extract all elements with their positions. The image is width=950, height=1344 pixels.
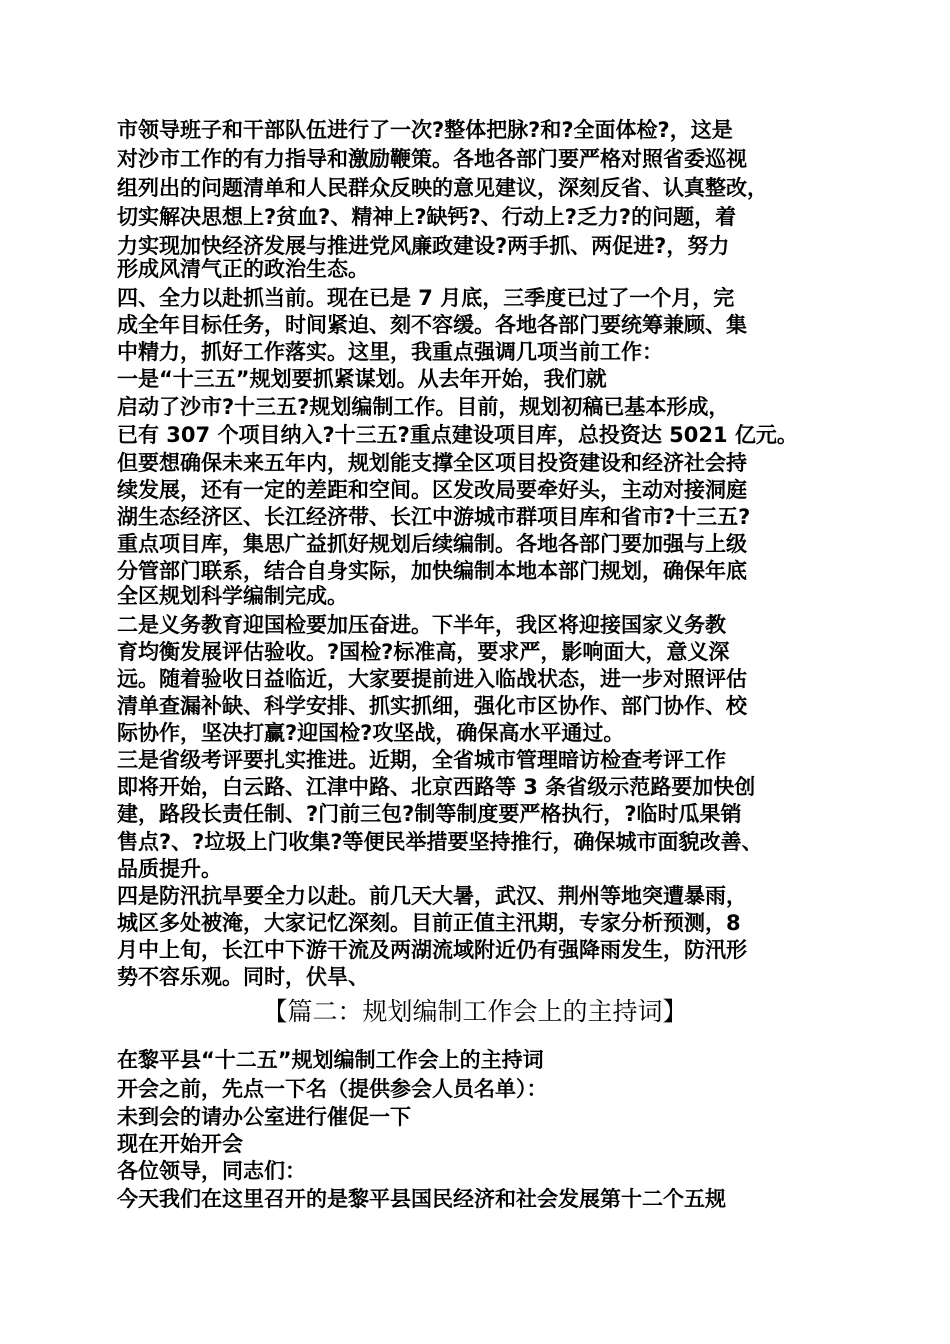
body-line: 二是义务教育迎国检要加压奋进。下半年，我区将迎接国家义务教 — [117, 613, 726, 637]
body-line: 重点项目库，集思广益抓好规划后续编制。各地各部门要加强与上级 — [117, 532, 747, 556]
body-line: 品质提升。 — [117, 857, 222, 881]
body-line: 未到会的请办公室进行催促一下 — [117, 1105, 411, 1129]
body-line: 力实现加快经济发展与推进党风廉政建设?两手抓、两促进?，努力 — [117, 234, 730, 258]
body-line: 四是防汛抗旱要全力以赴。前几天大暑，武汉、荆州等地突遭暴雨， — [117, 884, 747, 908]
body-line: 四、全力以赴抓当前。现在已是 7 月底，三季度已过了一个月，完 — [117, 286, 735, 310]
body-line: 各位领导，同志们： — [117, 1159, 306, 1183]
body-line: 已有 307 个项目纳入?十三五?重点建设项目库，总投资达 5021 亿元。 — [117, 423, 798, 447]
body-line: 即将开始，白云路、江津中路、北京西路等 3 条省级示范路要加快创 — [117, 775, 756, 799]
body-line: 湖生态经济区、长江经济带、长江中游城市群项目库和省市?十三五? — [117, 505, 751, 529]
body-line: 清单查漏补缺、科学安排、抓实抓细，强化市区协作、部门协作、校 — [117, 694, 747, 718]
body-line: 售点?、?垃圾上门收集?等便民举措要坚持推行，确保城市面貌改善、 — [117, 830, 763, 854]
body-line: 现在开始开会 — [117, 1132, 243, 1156]
section-heading: 【篇二：规划编制工作会上的主持词】 — [262, 997, 688, 1026]
body-line: 开会之前，先点一下名（提供参会人员名单）： — [117, 1077, 548, 1101]
body-line: 组列出的问题清单和人民群众反映的意见建议，深刻反省、认真整改， — [117, 176, 768, 200]
body-line: 但要想确保未来五年内，规划能支撑全区项目投资建设和经济社会持 — [117, 451, 747, 475]
body-line: 际协作，坚决打赢?迎国检?攻坚战，确保高水平通过。 — [117, 721, 625, 745]
body-line: 月中上旬，长江中下游干流及两湖流域附近仍有强降雨发生，防汛形 — [117, 938, 747, 962]
body-line: 城区多处被淹，大家记忆深刻。目前正值主汛期，专家分析预测，8 — [117, 911, 741, 935]
body-line: 势不容乐观。同时，伏旱、 — [117, 965, 369, 989]
body-line: 切实解决思想上?贫血?、精神上?缺钙?、行动上?乏力?的问题，着 — [117, 205, 737, 229]
body-line: 建，路段长责任制、?门前三包?制等制度要严格执行，?临时瓜果销 — [117, 802, 742, 826]
body-line: 对沙市工作的有力指导和激励鞭策。各地各部门要严格对照省委巡视 — [117, 147, 747, 171]
body-line: 续发展，还有一定的差距和空间。区发改局要牵好头，主动对接洞庭 — [117, 478, 747, 502]
body-line: 远。随着验收日益临近，大家要提前进入临战状态，进一步对照评估 — [117, 667, 747, 691]
body-line: 在黎平县“十二五”规划编制工作会上的主持词 — [117, 1048, 544, 1072]
body-line: 启动了沙市?十三五?规划编制工作。目前，规划初稿已基本形成， — [117, 395, 730, 419]
body-line: 一是“十三五”规划要抓紧谋划。从去年开始，我们就 — [117, 367, 607, 391]
body-line: 形成风清气正的政治生态。 — [117, 257, 369, 281]
body-line: 三是省级考评要扎实推进。近期，全省城市管理暗访检查考评工作 — [117, 748, 726, 772]
body-line: 市领导班子和干部队伍进行了一次?整体把脉?和?全面体检?，这是 — [117, 118, 733, 142]
body-line: 中精力，抓好工作落实。这里，我重点强调几项当前工作： — [117, 340, 663, 364]
body-line: 今天我们在这里召开的是黎平县国民经济和社会发展第十二个五规 — [117, 1187, 726, 1211]
body-line: 全区规划科学编制完成。 — [117, 584, 348, 608]
body-line: 育均衡发展评估验收。?国检?标准高，要求严，影响面大，意义深 — [117, 640, 730, 664]
body-line: 成全年目标任务，时间紧迫、刻不容缓。各地各部门要统筹兼顾、集 — [117, 313, 747, 337]
body-line: 分管部门联系，结合自身实际，加快编制本地本部门规划，确保年底 — [117, 559, 747, 583]
